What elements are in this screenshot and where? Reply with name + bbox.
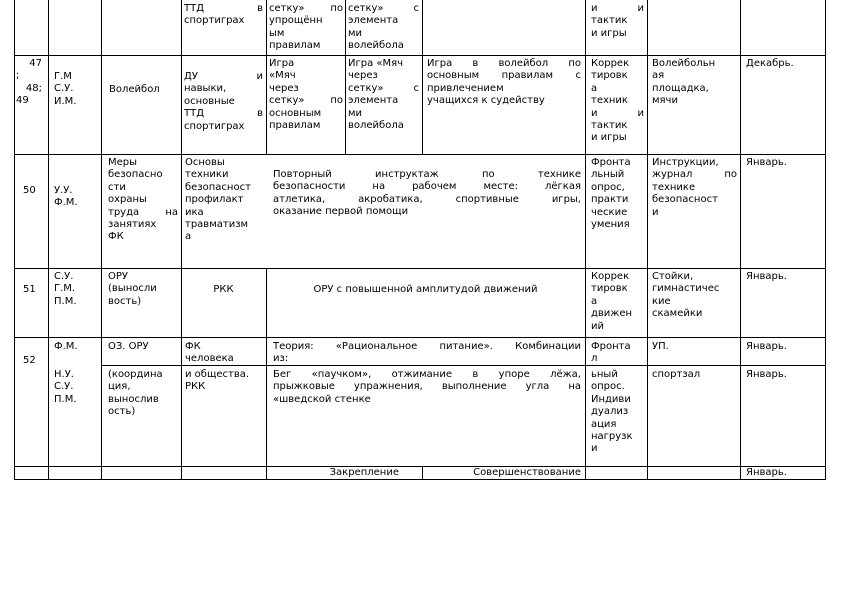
row46-tail-cell-volleyball-elements (348, 3, 419, 53)
cell-line: «шведской стенке (273, 393, 371, 405)
cell-line: навыки, (184, 83, 227, 95)
cell-line: журнал по (652, 169, 737, 181)
row51-lesson-number: 51 (23, 284, 36, 295)
cell-line: сетку» с (348, 3, 419, 14)
cell-line: Стойки, (652, 271, 694, 282)
row51-cell-equipment (652, 271, 719, 321)
cell-line: ьный (591, 369, 618, 380)
row52-topic-a: ОЗ. ОРУ (108, 341, 149, 352)
cell-line: Повторный инструктаж по технике (273, 169, 581, 180)
row52-cell-control-a (591, 341, 631, 366)
cell-line: опрос, (591, 181, 625, 193)
cell-line: ми (348, 27, 363, 39)
cell-line: безопасност (652, 194, 718, 206)
cell-line: через (348, 70, 378, 82)
cell-line: волейбола (348, 120, 404, 132)
cell-line: прыжковые упражнения, выполнение угла на (273, 381, 581, 393)
cell-line: 48; (25, 82, 42, 94)
cell-line: вость) (108, 295, 142, 307)
cell-line: профилакт (185, 194, 244, 206)
cell-line: Игра в волейбол по (427, 58, 581, 69)
cell-line: занятиях (108, 219, 157, 231)
row47-cell-basic-rules (269, 58, 343, 132)
cell-line: правилам (269, 120, 321, 132)
last-row-month: Январь. (746, 467, 787, 478)
cell-line: спортиграх (184, 15, 245, 27)
cell-line: скамейки (652, 308, 703, 320)
row52-teacher-a: Ф.М. (54, 341, 78, 352)
cell-line: безопасност (185, 181, 251, 193)
cell-line: и общества. (185, 369, 250, 380)
row51-topic (108, 271, 157, 308)
cell-line: Ф.М. (54, 197, 78, 209)
row52-cell-society-b (185, 369, 249, 394)
cell-line: тактик (591, 120, 628, 132)
row52-topic-b (108, 369, 163, 419)
cell-line: через (269, 82, 299, 94)
cell-line: правилам (269, 40, 321, 52)
cell-line: сетку» по (269, 95, 343, 107)
cell-line: ми (348, 107, 363, 119)
cell-line: Волейбольн (652, 58, 716, 69)
row47-cell-volleyball-elements (348, 58, 419, 132)
cell-line: учащихся к судейству (427, 95, 545, 107)
cell-line: основные (184, 95, 235, 107)
cell-line: (выносли (108, 283, 157, 295)
cell-line: П.М. (54, 393, 77, 405)
cell-line: нагрузк (591, 431, 633, 443)
cell-line: и игры (591, 27, 627, 39)
cell-line: ая (652, 70, 665, 82)
row52-teachers-b (54, 369, 77, 406)
cell-line: площадка, (652, 82, 709, 94)
cell-line: кие (652, 295, 671, 307)
cell-line: Инструкции, (652, 157, 719, 168)
row47-cell-control (591, 58, 644, 145)
cell-line: безопасности на рабочем месте: лёгкая (273, 181, 581, 193)
cell-line: привлечением (427, 82, 504, 94)
cell-line: ация (591, 418, 617, 430)
cell-line: л (591, 353, 598, 365)
cell-line: ция, (108, 381, 131, 393)
cell-line: техники (185, 169, 229, 181)
cell-line: а (185, 231, 192, 243)
cell-line: и игры (591, 132, 627, 144)
cell-line: элемента (348, 15, 399, 27)
cell-line: ФК (185, 341, 201, 352)
cell-line: Г.М (54, 71, 72, 82)
cell-line: и и (591, 107, 644, 119)
cell-line: Коррек (591, 271, 630, 282)
last-row-improvement: Совершенствование (473, 467, 581, 478)
cell-line: элемента (348, 95, 399, 107)
row52-month-a: Январь. (746, 341, 787, 352)
cell-line: травматизм (185, 219, 249, 231)
row52-cell-equipment-a: УП. (652, 341, 669, 352)
cell-line: льный (591, 169, 625, 181)
cell-line: Фронта (591, 341, 631, 352)
cell-line: ика (185, 206, 204, 218)
cell-line: С.У. (54, 83, 74, 95)
cell-line: У.У. (54, 185, 73, 196)
cell-line: РКК (185, 381, 206, 393)
row47-cell-content (427, 58, 581, 108)
row51-cell-rkk: РКК (213, 284, 234, 295)
row47-cell-skills (184, 71, 263, 133)
row50-teachers (54, 185, 78, 210)
cell-line: и (591, 443, 598, 455)
row46-tail-cell-simple-rules (269, 3, 343, 53)
cell-line: практи (591, 194, 629, 206)
row52-cell-content-b (273, 369, 581, 406)
cell-line: гимнастичес (652, 283, 720, 295)
cell-line: ым (269, 27, 285, 39)
cell-line: Индиви (591, 393, 631, 405)
row50-cell-safety-basics (185, 157, 251, 244)
cell-line: сти (108, 181, 126, 193)
cell-line: сетку» с (348, 82, 419, 94)
cell-line: И.М. (54, 95, 77, 107)
cell-line: ; (16, 70, 20, 82)
row50-topic (108, 157, 178, 244)
cell-line: Бег «паучком», отжимание в упоре лёжа, (273, 369, 581, 380)
cell-line: движен (591, 308, 633, 320)
cell-line: Игра «Мяч (348, 58, 404, 69)
cell-line: Фронта (591, 157, 631, 168)
row50-lesson-number: 50 (23, 185, 36, 196)
row52-cell-equipment-b: спортзал (652, 369, 701, 380)
cell-line: Г.М. (54, 283, 76, 295)
row47-cell-equipment (652, 58, 715, 108)
cell-line: тактик (591, 15, 628, 27)
row50-cell-content (273, 169, 581, 219)
cell-line: С.У. (54, 271, 74, 282)
row52-cell-content-a (273, 341, 581, 366)
cell-line: ФК (108, 231, 124, 243)
row51-month: Январь. (746, 271, 787, 282)
cell-line: волейбола (348, 40, 404, 52)
cell-line: (координа (108, 369, 163, 380)
cell-line: С.У. (54, 381, 74, 393)
cell-line: дуализ (591, 406, 629, 418)
cell-line: 49 (16, 95, 29, 107)
row51-cell-content: ОРУ с повышенной амплитудой движений (313, 284, 538, 295)
cell-line: технике (652, 181, 696, 193)
cell-line: атлетика, акробатика, спортивные игры, (273, 193, 581, 205)
cell-line: основным (269, 107, 322, 119)
cell-line: мячи (652, 95, 678, 107)
row47-lesson-number (16, 58, 42, 108)
cell-line: опрос. (591, 381, 625, 393)
cell-line: «Мяч (269, 70, 296, 82)
cell-line: ДУ и (184, 71, 263, 82)
cell-line: ТТД в (184, 3, 263, 14)
row52-lesson-number: 52 (23, 355, 36, 366)
cell-line: а (591, 82, 598, 94)
cell-line: вынослив (108, 393, 159, 405)
last-row-consolidation: Закрепление (329, 467, 399, 478)
cell-line: тировк (591, 70, 628, 82)
row46-tail-cell-ttd (184, 3, 263, 28)
row50-month: Январь. (746, 157, 787, 168)
cell-line: человека (185, 353, 234, 365)
cell-line: из: (273, 353, 289, 365)
cell-line: тировк (591, 283, 628, 295)
cell-line: Теория: «Рациональное питание». Комбинации (273, 341, 581, 352)
row52-cell-fk-a (185, 341, 234, 366)
row47-topic: Волейбол (109, 84, 160, 95)
cell-line: Игра (269, 58, 295, 69)
row51-cell-control (591, 271, 632, 333)
cell-line: Н.У. (54, 369, 74, 380)
cell-line: и (652, 206, 659, 218)
cell-line: Коррек (591, 58, 630, 69)
cell-line: сетку» по (269, 3, 343, 14)
cell-line: техник (591, 95, 628, 107)
cell-line: умения (591, 219, 630, 231)
row52-month-b: Январь. (746, 369, 787, 380)
row46-tail-cell-control (591, 3, 644, 40)
cell-line: Меры (108, 157, 138, 168)
cell-line: основным правилам с (427, 70, 581, 82)
row47-month: Декабрь. (746, 58, 794, 69)
cell-line: а (591, 295, 598, 307)
cell-line: ОРУ (108, 271, 128, 282)
cell-line: труда на (108, 206, 178, 218)
row52-cell-control-b (591, 369, 633, 456)
cell-line: 47 (29, 58, 42, 69)
cell-line: ческие (591, 206, 628, 218)
row47-teachers (54, 71, 76, 108)
cell-line: охраны (108, 194, 147, 206)
cell-line: П.М. (54, 295, 77, 307)
row50-cell-equipment (652, 157, 737, 219)
cell-line: спортиграх (184, 120, 245, 132)
cell-line: ость) (108, 406, 136, 418)
row51-teachers (54, 271, 77, 308)
cell-line: ТТД в (184, 108, 263, 120)
cell-line: Основы (185, 157, 225, 168)
cell-line: и и (591, 3, 644, 14)
row50-cell-control (591, 157, 631, 231)
cell-line: упрощённ (269, 15, 323, 27)
cell-line: безопасно (108, 169, 163, 181)
cell-line: ий (591, 320, 604, 332)
cell-line: оказание первой помощи (273, 206, 409, 218)
